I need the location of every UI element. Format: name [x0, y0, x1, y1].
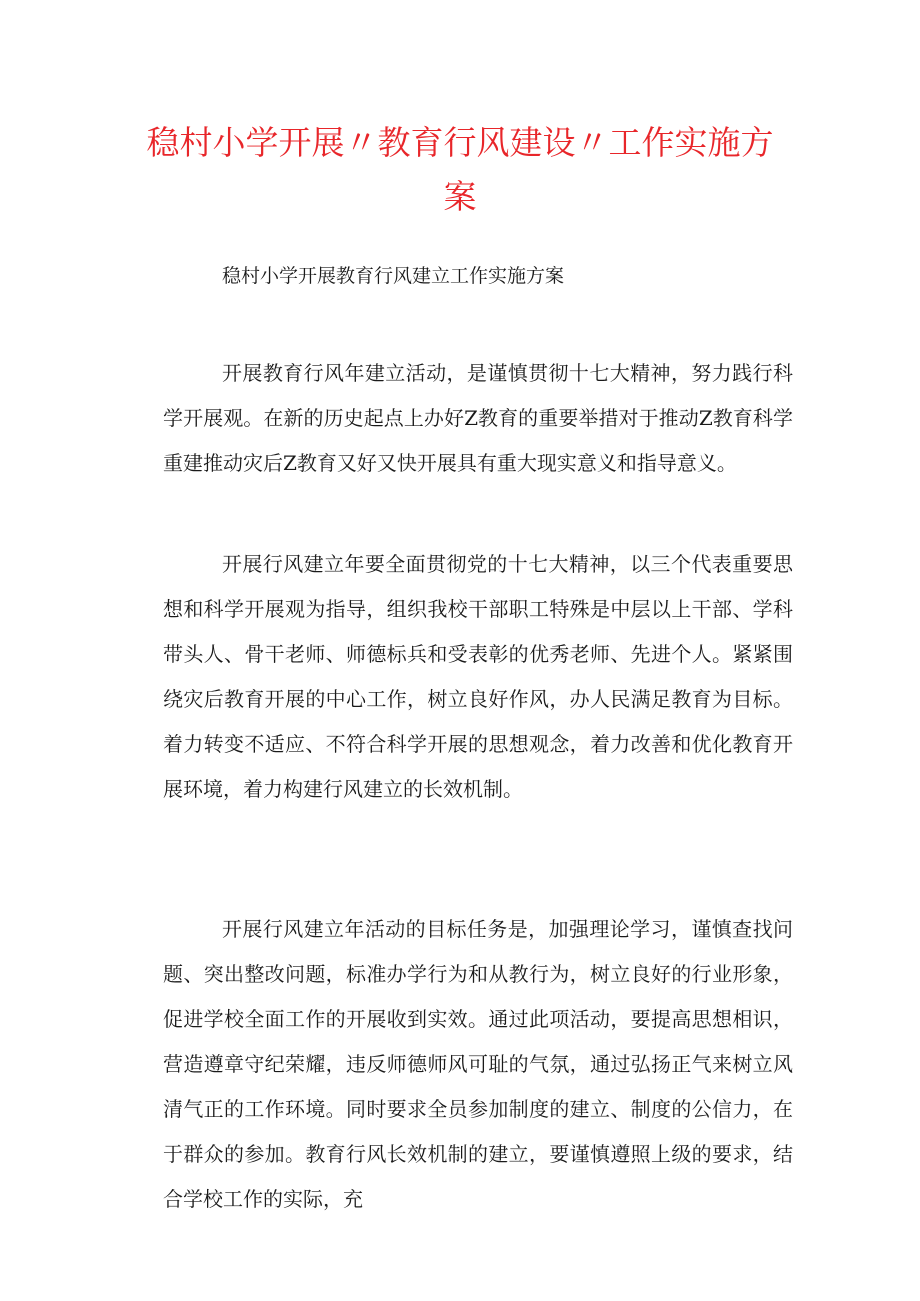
paragraph-3: 开展行风建立年活动的目标任务是，加强理论学习，谨慎查找问题、突出整改问题，标准办学行为和从教行为，树立良好的行业形象，促进学校全面工作的开展收到实效。通过此项活动，要提高思想相识，营造遵章守纪荣耀，违反师德师风可耻的气氛，通过弘扬正气来树立风清气正的工作环境。同时要求全员参加制度的建立、制度的公信力，在于群众的参加。教育行风长效机制的建立，要谨慎遵照上级的要求，结合学校工作的实际，充: [163, 917, 793, 1211]
paragraph-1: 开展教育行风年建立活动，是谨慎贯彻十七大精神，努力践行科学开展观。在新的历史起点上办好Z教育的重要举措对于推动Z教育科学重建推动灾后Z教育又好又快开展具有重大现实意义和指导意义。: [163, 361, 793, 475]
document-subtitle: 稳村小学开展教育行风建立工作实施方案: [222, 265, 565, 287]
document-title: 稳村小学开展〃教育行风建设〃工作实施方案: [146, 123, 774, 216]
paragraph-2: 开展行风建立年要全面贯彻党的十七大精神，以三个代表重要思想和科学开展观为指导，组织我校干部职工特殊是中层以上干部、学科带头人、骨干老师、师德标兵和受表彰的优秀老师、先进个人。紧紧围绕灾后教育开展的中心工作，树立良好作风，办人民满足教育为目标。着力转变不适应、不符合科学开展的思想观念，着力改善和优化教育开展环境，着力构建行风建立的长效机制。: [163, 552, 793, 801]
